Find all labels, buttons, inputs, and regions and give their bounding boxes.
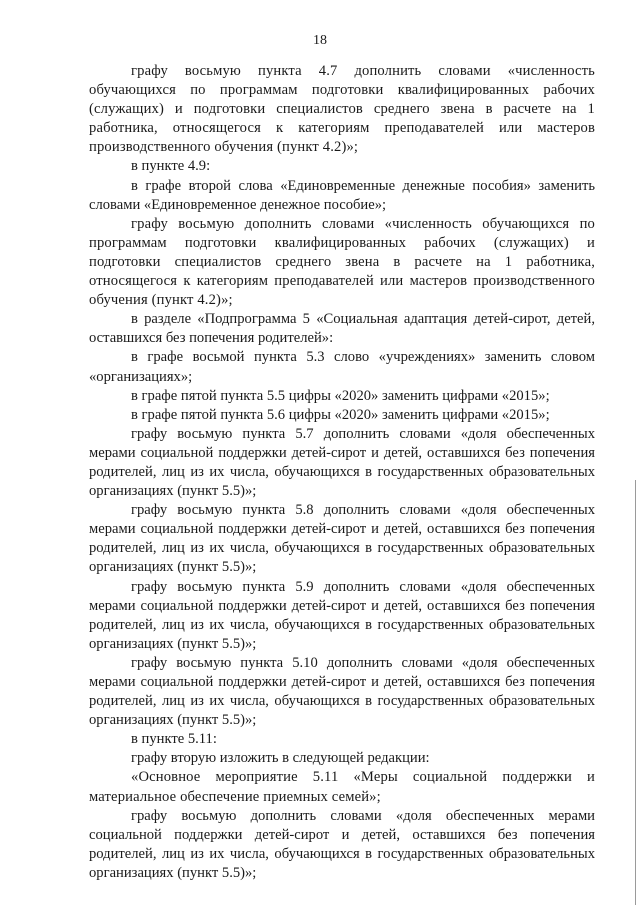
paragraph: «Основное мероприятие 5.11 «Меры социальной поддержки и материальное обеспечение приемных семей»; (89, 769, 595, 805)
paragraph: в графе пятой пункта 5.6 цифры «2020» заменить цифрами «2015»; (131, 406, 550, 423)
paragraph: графу восьмую дополнить словами «доля обеспеченных мерами социальной поддержки детей-сирот и детей, оставшихся без попечения родителей, лиц из их числа, обучающихся в государственных образовательных организациях (пункт 5.5)»; (89, 807, 595, 881)
paragraph: в графе второй слова «Единовременные денежные пособия» заменить словами «Единовременное денежное пособие»; (89, 177, 595, 213)
paragraph: графу восьмую пункта 5.7 дополнить словами «доля обеспеченных мерами социальной поддержки детей-сирот и детей, оставшихся без попечения родителей, лиц из их числа, обучающихся в государственных образовательных организациях (пункт 5.5)»; (89, 425, 595, 500)
paragraph: графу восьмую дополнить словами «численность обучающихся по программам подготовки квалифицированных рабочих (служащих) и подготовки специалистов среднего звена в расчете на 1 работника, относящегося к категориям преподавателей или мастеров производственного обучения (пункт 4.2)»; (89, 215, 595, 309)
page-number: 18 (313, 33, 327, 48)
paragraph: в графе пятой пункта 5.5 цифры «2020» заменить цифрами «2015»; (131, 387, 550, 404)
page-edge-line (635, 480, 636, 905)
paragraph: в графе восьмой пункта 5.3 слово «учреждениях» заменить словом «организациях»; (89, 349, 595, 385)
paragraph: графу восьмую пункта 5.10 дополнить словами «доля обеспеченных мерами социальной поддержки детей-сирот и детей, оставшихся без попечения родителей, лиц из их числа, обучающихся в государственных образовательных организациях (пункт 5.5)»; (89, 654, 595, 729)
paragraph: в разделе «Подпрограмма 5 «Социальная адаптация детей-сирот, детей, оставшихся без попечения родителей»: (89, 311, 595, 347)
paragraph: графу восьмую пункта 5.9 дополнить словами «доля обеспеченных мерами социальной поддержки детей-сирот и детей, оставшихся без попечения родителей, лиц из их числа, обучающихся в государственных образовательных организациях (пункт 5.5)»; (89, 578, 595, 652)
paragraph: графу вторую изложить в следующей редакции: (131, 750, 430, 767)
paragraph: графу восьмую пункта 4.7 дополнить словами «численность обучающихся по программам подготовки квалифицированных рабочих (служащих) и подготовки специалистов среднего звена в расчете на 1 работника, относящегося к категориям преподавателей или мастеров производственного обучения (пункт 4.2)»; (89, 63, 595, 156)
paragraph: в пункте 5.11: (131, 731, 217, 748)
paragraph: в пункте 4.9: (131, 158, 211, 175)
document-body (89, 62, 595, 883)
paragraph: графу восьмую пункта 5.8 дополнить словами «доля обеспеченных мерами социальной поддержки детей-сирот и детей, оставшихся без попечения родителей, лиц из их числа, обучающихся в государственных образовательных организациях (пункт 5.5)»; (89, 502, 595, 576)
